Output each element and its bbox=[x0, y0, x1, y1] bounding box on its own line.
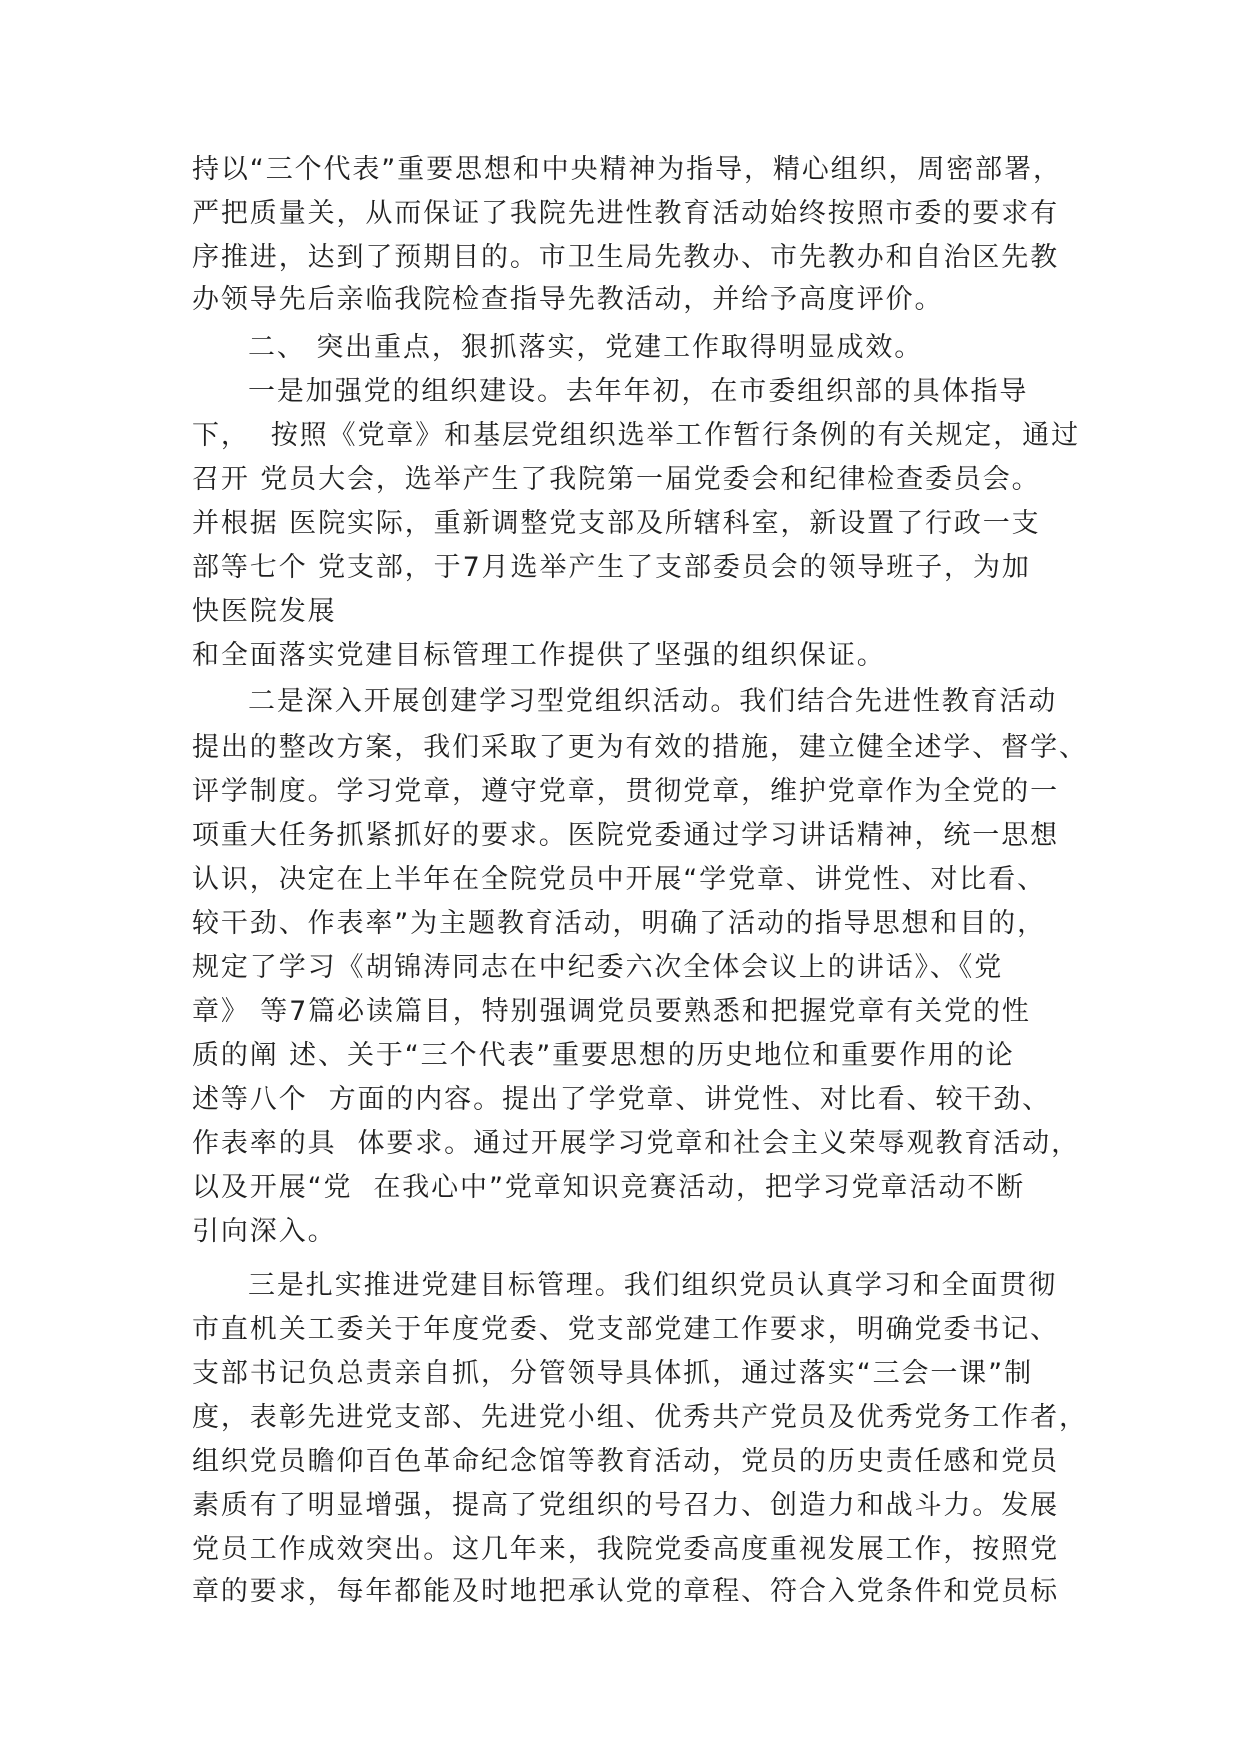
text-line: 规定了学习《胡锦涛同志在中纪委六次全体会议上的讲话》、《党 bbox=[192, 952, 1004, 983]
text-line: 党员工作成效突出。这几年来，我院党委高度重视发展工作，按照党 bbox=[192, 1534, 1059, 1565]
text-line: 和全面落实党建目标管理工作提供了坚强的组织保证。 bbox=[192, 640, 886, 671]
text-line: 三是扎实推进党建目标管理。我们组织党员认真学习和全面贯彻 bbox=[248, 1270, 1058, 1301]
section-heading: 二、 突出重点，狠抓落实，党建工作取得明显成效。 bbox=[248, 332, 924, 363]
text-line: 以及开展“党 在我心中”党章知识竞赛活动，把学习党章活动不断 bbox=[192, 1172, 1026, 1203]
text-line: 较干劲、作表率”为主题教育活动，明确了活动的指导思想和目的， bbox=[192, 908, 1046, 939]
text-line: 作表率的具 体要求。通过开展学习党章和社会主义荣辱观教育活动， bbox=[192, 1128, 1080, 1159]
text-line: 序推进，达到了预期目的。市卫生局先教办、市先教办和自治区先教 bbox=[192, 242, 1059, 273]
text-line: 二是深入开展创建学习型党组织活动。我们结合先进性教育活动 bbox=[248, 686, 1058, 717]
text-line: 章的要求，每年都能及时地把承认党的章程、符合入党条件和党员标 bbox=[192, 1576, 1059, 1607]
text-line: 一是加强党的组织建设。去年年初，在市委组织部的具体指导 bbox=[248, 376, 1029, 407]
text-line: 办领导先后亲临我院检查指导先教活动，并给予高度评价。 bbox=[192, 284, 944, 315]
text-line: 认识，决定在上半年在全院党员中开展“学党章、讲党性、对比看、 bbox=[192, 864, 1046, 895]
text-line: 度，表彰先进党支部、先进党小组、优秀共产党员及优秀党务工作者， bbox=[192, 1402, 1088, 1433]
text-line: 章》 等7篇必读篇目，特别强调党员要熟悉和把握党章有关党的性 bbox=[192, 996, 1031, 1027]
text-line: 项重大任务抓紧抓好的要求。医院党委通过学习讲话精神，统一思想 bbox=[192, 820, 1059, 851]
text-line: 引向深入。 bbox=[192, 1216, 337, 1247]
text-line: 素质有了明显增强，提高了党组织的号召力、创造力和战斗力。发展 bbox=[192, 1490, 1059, 1521]
text-line: 市直机关工委关于年度党委、党支部党建工作要求，明确党委书记、 bbox=[192, 1314, 1059, 1345]
text-line: 评学制度。学习党章，遵守党章，贯彻党章，维护党章作为全党的一 bbox=[192, 776, 1059, 807]
text-line: 支部书记负总责亲自抓，分管领导具体抓，通过落实“三会一课”制 bbox=[192, 1358, 1033, 1389]
text-line: 快医院发展 bbox=[192, 596, 337, 627]
text-line: 组织党员瞻仰百色革命纪念馆等教育活动，党员的历史责任感和党员 bbox=[192, 1446, 1059, 1477]
text-line: 下， 按照《党章》和基层党组织选举工作暂行条例的有关规定，通过 bbox=[192, 420, 1080, 451]
text-line: 持以“三个代表”重要思想和中央精神为指导，精心组织，周密部署， bbox=[192, 154, 1062, 185]
text-line: 部等七个 党支部，于7月选举产生了支部委员会的领导班子，为加 bbox=[192, 552, 1031, 583]
text-line: 严把质量关，从而保证了我院先进性教育活动始终按照市委的要求有 bbox=[192, 198, 1059, 229]
text-line: 质的阐 述、关于“三个代表”重要思想的历史地位和重要作用的论 bbox=[192, 1040, 1015, 1071]
text-line: 述等八个 方面的内容。提出了学党章、讲党性、对比看、较干劲、 bbox=[192, 1084, 1052, 1115]
text-line: 提出的整改方案，我们采取了更为有效的措施，建立健全述学、督学、 bbox=[192, 732, 1088, 763]
text-line: 召开 党员大会，选举产生了我院第一届党委会和纪律检查委员会。 bbox=[192, 464, 1041, 495]
text-line: 并根据 医院实际，重新调整党支部及所辖科室，新设置了行政一支 bbox=[192, 508, 1041, 539]
